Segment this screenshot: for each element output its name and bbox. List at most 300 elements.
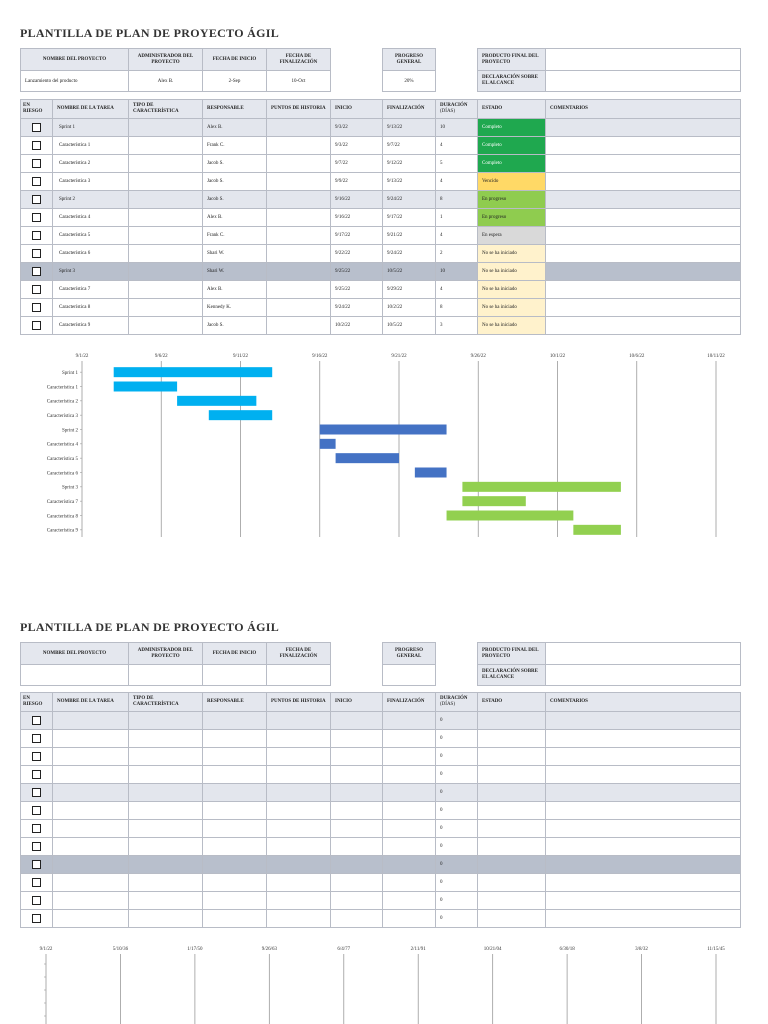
owner-cell[interactable] (203, 820, 267, 838)
owner-cell[interactable]: Frank C. (203, 227, 267, 245)
x-tick-label: 9/21/22 (391, 354, 407, 359)
end-cell[interactable]: 9/7/22 (383, 137, 436, 155)
end-cell[interactable] (383, 730, 436, 748)
owner-cell[interactable]: Alex B. (203, 281, 267, 299)
story-points-cell[interactable] (267, 910, 331, 928)
x-tick-label: 10/1/22 (549, 354, 566, 359)
at-risk-checkbox[interactable] (32, 159, 41, 168)
story-points-cell[interactable] (267, 155, 331, 173)
owner-cell[interactable] (203, 712, 267, 730)
start-cell[interactable]: 10/2/22 (331, 317, 383, 335)
scope-value-empty[interactable] (546, 665, 741, 686)
at-risk-checkbox[interactable] (32, 770, 41, 779)
project-name-value[interactable]: Lanzamiento del producto (21, 71, 129, 92)
at-risk-checkbox-cell (21, 766, 53, 784)
table-row (21, 766, 741, 784)
feature-type-cell[interactable] (129, 712, 203, 730)
task-name-cell[interactable]: Sprint 1 (53, 119, 129, 137)
owner-cell[interactable] (203, 730, 267, 748)
task-name-cell[interactable]: Característica 6 (53, 245, 129, 263)
duration-unit: (DÍAS) (440, 702, 455, 707)
at-risk-checkbox[interactable] (32, 914, 41, 923)
end-cell[interactable] (383, 838, 436, 856)
comments-cell[interactable] (546, 730, 741, 748)
status-cell[interactable] (478, 748, 546, 766)
at-risk-checkbox[interactable] (32, 231, 41, 240)
story-points-cell[interactable] (267, 748, 331, 766)
task-name-cell[interactable] (53, 820, 129, 838)
status-cell[interactable] (478, 766, 546, 784)
gantt-bar (573, 525, 621, 535)
progress-value[interactable]: 20% (383, 71, 436, 92)
scope-value[interactable] (546, 71, 741, 92)
end-cell[interactable] (383, 910, 436, 928)
start-date-value[interactable]: 2-Sep (203, 71, 267, 92)
gantt-bar (114, 367, 273, 377)
feature-type-cell[interactable] (129, 119, 203, 137)
y-tick-label: Característica 9 (46, 528, 78, 534)
comments-cell[interactable] (546, 892, 741, 910)
task-name-cell[interactable]: Característica 4 (53, 209, 129, 227)
task-name-cell[interactable] (53, 874, 129, 892)
end-cell[interactable] (383, 856, 436, 874)
y-tick-label: Característica 5 (46, 456, 78, 462)
story-points-cell[interactable] (267, 730, 331, 748)
status-cell[interactable] (478, 838, 546, 856)
at-risk-checkbox[interactable] (32, 788, 41, 797)
end-cell[interactable]: 9/21/22 (383, 227, 436, 245)
story-points-cell[interactable] (267, 191, 331, 209)
feature-type-cell[interactable] (129, 209, 203, 227)
end-cell[interactable] (383, 874, 436, 892)
feature-type-cell[interactable] (129, 730, 203, 748)
start-cell[interactable]: 9/3/22 (331, 119, 383, 137)
start-cell[interactable]: 9/16/22 (331, 191, 383, 209)
status-cell[interactable]: No se ha iniciado (478, 299, 546, 317)
comments-cell[interactable] (546, 910, 741, 928)
y-tick-label: Característica 1 (46, 385, 78, 391)
start-cell[interactable] (331, 838, 383, 856)
admin-value[interactable]: Alex B. (129, 71, 203, 92)
start-cell[interactable] (331, 712, 383, 730)
story-points-cell[interactable] (267, 766, 331, 784)
table-row (21, 730, 741, 748)
deliverable-value[interactable] (546, 49, 741, 71)
task-name-cell[interactable]: Característica 7 (53, 281, 129, 299)
comments-cell[interactable] (546, 748, 741, 766)
y-tick-label: Característica 7 (46, 499, 78, 505)
end-cell[interactable] (383, 784, 436, 802)
task-name-cell[interactable]: Característica 9 (53, 317, 129, 335)
status-cell[interactable] (478, 910, 546, 928)
end-cell[interactable]: 9/29/22 (383, 281, 436, 299)
owner-cell[interactable] (203, 748, 267, 766)
at-risk-checkbox[interactable] (32, 734, 41, 743)
at-risk-checkbox-cell (21, 209, 53, 227)
task-name-cell[interactable] (53, 910, 129, 928)
duration-cell: 4 (436, 137, 478, 155)
task-name-cell[interactable] (53, 856, 129, 874)
start-cell[interactable]: 9/7/22 (331, 155, 383, 173)
table-row (21, 838, 741, 856)
story-points-cell[interactable] (267, 137, 331, 155)
at-risk-checkbox[interactable] (32, 303, 41, 312)
start-cell[interactable]: 9/3/22 (331, 137, 383, 155)
end-cell[interactable]: 9/12/22 (383, 155, 436, 173)
story-points-cell[interactable] (267, 784, 331, 802)
status-cell[interactable] (478, 730, 546, 748)
at-risk-checkbox-cell (21, 838, 53, 856)
gantt-bar (447, 511, 574, 521)
at-risk-checkbox-cell (21, 730, 53, 748)
end-cell[interactable]: 9/17/22 (383, 209, 436, 227)
story-points-cell[interactable] (267, 227, 331, 245)
at-risk-checkbox[interactable] (32, 842, 41, 851)
deliverable-value-empty[interactable] (546, 643, 741, 665)
at-risk-checkbox[interactable] (32, 878, 41, 887)
status-cell[interactable] (478, 856, 546, 874)
page-title: PLANTILLA DE PLAN DE PROYECTO ÁGIL (20, 26, 280, 40)
x-tick-label: 9/6/22 (154, 354, 168, 359)
owner-cell[interactable]: Kennedy K. (203, 299, 267, 317)
start-cell[interactable] (331, 802, 383, 820)
x-tick-label: 10/11/22 (707, 354, 725, 359)
feature-type-cell[interactable] (129, 137, 203, 155)
table-row (21, 856, 741, 874)
at-risk-checkbox[interactable] (32, 123, 41, 132)
comments-cell[interactable] (546, 281, 741, 299)
at-risk-checkbox[interactable] (32, 177, 41, 186)
end-date-value-empty[interactable] (267, 665, 331, 686)
owner-cell[interactable]: Jacob S. (203, 173, 267, 191)
y-tick-label: Característica 8 (46, 514, 78, 520)
start-cell[interactable]: 9/22/22 (331, 245, 383, 263)
comments-cell[interactable] (546, 784, 741, 802)
story-points-cell[interactable] (267, 263, 331, 281)
comments-cell[interactable] (546, 712, 741, 730)
owner-cell[interactable] (203, 892, 267, 910)
status-cell[interactable]: Completo (478, 155, 546, 173)
x-tick-label: 9/1/22 (39, 947, 53, 952)
owner-cell[interactable]: Alex B. (203, 209, 267, 227)
table-row (21, 802, 741, 820)
feature-type-cell[interactable] (129, 299, 203, 317)
owner-cell[interactable] (203, 856, 267, 874)
duration-label: DURACIÓN (440, 696, 468, 701)
feature-type-cell[interactable] (129, 281, 203, 299)
story-points-cell[interactable] (267, 892, 331, 910)
feature-type-cell[interactable] (129, 802, 203, 820)
owner-cell[interactable] (203, 838, 267, 856)
start-cell[interactable] (331, 856, 383, 874)
y-tick-label: Característica 6 (46, 471, 78, 477)
duration-cell: 0 (436, 766, 478, 784)
x-tick-label: 5/10/36 (112, 947, 129, 952)
status-cell[interactable]: En espera (478, 227, 546, 245)
project-name-value-empty[interactable] (21, 665, 129, 686)
table-row (21, 712, 741, 730)
status-cell[interactable]: Completo (478, 119, 546, 137)
feature-type-cell[interactable] (129, 784, 203, 802)
comments-cell[interactable] (546, 209, 741, 227)
duration-cell: 4 (436, 281, 478, 299)
duration-header (436, 693, 478, 712)
gantt-bar (462, 496, 525, 506)
task-name-cell[interactable]: Característica 2 (53, 155, 129, 173)
feature-type-cell[interactable] (129, 910, 203, 928)
status-cell[interactable] (478, 784, 546, 802)
owner-cell[interactable] (203, 802, 267, 820)
feature-type-cell[interactable] (129, 191, 203, 209)
status-cell[interactable] (478, 892, 546, 910)
start-header: INICIO (331, 100, 383, 119)
status-cell[interactable] (478, 802, 546, 820)
table-row (21, 892, 741, 910)
story-points-cell[interactable] (267, 856, 331, 874)
end-cell[interactable]: 9/24/22 (383, 245, 436, 263)
x-tick-label: 3/8/32 (635, 947, 648, 952)
start-date-value-empty[interactable] (203, 665, 267, 686)
at-risk-checkbox[interactable] (32, 321, 41, 330)
feature-type-cell[interactable] (129, 173, 203, 191)
start-cell[interactable] (331, 766, 383, 784)
owner-cell[interactable] (203, 766, 267, 784)
status-cell[interactable] (478, 874, 546, 892)
start-date-header: FECHA DE INICIO (203, 643, 267, 665)
end-cell[interactable] (383, 820, 436, 838)
table-row (21, 263, 741, 281)
comments-cell[interactable] (546, 263, 741, 281)
end-cell[interactable] (383, 748, 436, 766)
progress-value-empty[interactable] (383, 665, 436, 686)
start-cell[interactable] (331, 874, 383, 892)
end-cell[interactable]: 10/5/22 (383, 317, 436, 335)
end-cell[interactable]: 10/5/22 (383, 263, 436, 281)
start-cell[interactable]: 9/24/22 (331, 299, 383, 317)
comments-cell[interactable] (546, 155, 741, 173)
task-name-cell[interactable] (53, 730, 129, 748)
story-points-cell[interactable] (267, 820, 331, 838)
x-tick-label: 6/4/77 (337, 947, 351, 952)
comments-cell[interactable] (546, 820, 741, 838)
comments-cell[interactable] (546, 299, 741, 317)
feature-type-cell[interactable] (129, 317, 203, 335)
table-row (21, 317, 741, 335)
comments-cell[interactable] (546, 245, 741, 263)
gantt-bar (177, 396, 256, 406)
story-points-cell[interactable] (267, 173, 331, 191)
comments-cell[interactable] (546, 766, 741, 784)
deliverable-header: PRODUCTO FINAL DEL PROYECTO (478, 643, 546, 665)
admin-header: ADMINISTRADOR DEL PROYECTO (129, 49, 203, 71)
start-cell[interactable]: 9/16/22 (331, 209, 383, 227)
at-risk-checkbox-cell (21, 281, 53, 299)
at-risk-checkbox-cell (21, 137, 53, 155)
story-points-cell[interactable] (267, 209, 331, 227)
duration-cell: 0 (436, 856, 478, 874)
admin-header: ADMINISTRADOR DEL PROYECTO (129, 643, 203, 665)
start-cell[interactable]: 9/25/22 (331, 281, 383, 299)
start-cell[interactable] (331, 748, 383, 766)
status-cell[interactable]: No se ha iniciado (478, 245, 546, 263)
at-risk-checkbox-cell (21, 119, 53, 137)
x-tick-label: 9/26/22 (470, 354, 486, 359)
start-cell[interactable] (331, 892, 383, 910)
story-points-cell[interactable] (267, 317, 331, 335)
task-name-cell[interactable] (53, 766, 129, 784)
feature-type-cell[interactable] (129, 892, 203, 910)
end-cell[interactable] (383, 766, 436, 784)
start-cell[interactable]: 9/17/22 (331, 227, 383, 245)
table-row (21, 820, 741, 838)
progress-header: PROGRESO GENERAL (383, 643, 436, 665)
table-row (21, 784, 741, 802)
task-name-cell[interactable] (53, 892, 129, 910)
owner-cell[interactable] (203, 910, 267, 928)
task-name-cell[interactable]: Sprint 2 (53, 191, 129, 209)
status-cell[interactable] (478, 712, 546, 730)
status-cell[interactable]: No se ha iniciado (478, 317, 546, 335)
end-cell[interactable]: 10/2/22 (383, 299, 436, 317)
task-name-cell[interactable]: Sprint 3 (53, 263, 129, 281)
owner-cell[interactable]: Jacob S. (203, 155, 267, 173)
status-cell[interactable]: En progreso (478, 191, 546, 209)
comments-cell[interactable] (546, 227, 741, 245)
feature-type-cell[interactable] (129, 245, 203, 263)
comments-cell[interactable] (546, 802, 741, 820)
task-name-cell[interactable] (53, 802, 129, 820)
story-points-cell[interactable] (267, 874, 331, 892)
owner-cell[interactable]: Jacob S. (203, 317, 267, 335)
duration-label: DURACIÓN (440, 103, 468, 108)
story-points-cell[interactable] (267, 802, 331, 820)
at-risk-checkbox[interactable] (32, 267, 41, 276)
gantt-chart-empty (20, 940, 745, 1024)
comments-cell[interactable] (546, 856, 741, 874)
duration-cell: 10 (436, 263, 478, 281)
story-points-cell[interactable] (267, 299, 331, 317)
task-name-cell[interactable]: Característica 5 (53, 227, 129, 245)
task-table-empty (20, 692, 741, 928)
x-tick-label: 1/17/50 (187, 947, 203, 952)
duration-cell: 0 (436, 874, 478, 892)
task-name-cell[interactable]: Característica 8 (53, 299, 129, 317)
task-name-cell[interactable]: Característica 3 (53, 173, 129, 191)
story-points-cell[interactable] (267, 245, 331, 263)
owner-cell[interactable]: Jacob S. (203, 191, 267, 209)
at-risk-checkbox[interactable] (32, 249, 41, 258)
at-risk-checkbox[interactable] (32, 195, 41, 204)
at-risk-checkbox[interactable] (32, 716, 41, 725)
status-cell[interactable]: No se ha iniciado (478, 263, 546, 281)
task-name-cell[interactable] (53, 712, 129, 730)
feature-type-cell[interactable] (129, 766, 203, 784)
story-points-cell[interactable] (267, 838, 331, 856)
end-cell[interactable] (383, 712, 436, 730)
at-risk-checkbox[interactable] (32, 285, 41, 294)
task-name-cell[interactable] (53, 784, 129, 802)
comments-cell[interactable] (546, 317, 741, 335)
status-cell[interactable]: Vencido (478, 173, 546, 191)
at-risk-checkbox[interactable] (32, 752, 41, 761)
comments-cell[interactable] (546, 874, 741, 892)
feature-type-cell[interactable] (129, 155, 203, 173)
start-cell[interactable]: 9/25/22 (331, 263, 383, 281)
at-risk-checkbox[interactable] (32, 824, 41, 833)
task-name-cell[interactable] (53, 838, 129, 856)
status-cell[interactable]: En progreso (478, 209, 546, 227)
start-cell[interactable] (331, 910, 383, 928)
start-cell[interactable]: 9/9/22 (331, 173, 383, 191)
start-cell[interactable] (331, 730, 383, 748)
comments-cell[interactable] (546, 838, 741, 856)
task-name-cell[interactable] (53, 748, 129, 766)
at-risk-checkbox[interactable] (32, 860, 41, 869)
owner-cell[interactable]: Frank C. (203, 137, 267, 155)
feature-type-cell[interactable] (129, 856, 203, 874)
gantt-bar (320, 425, 447, 435)
story-points-cell[interactable] (267, 712, 331, 730)
owner-cell[interactable]: Shari W. (203, 245, 267, 263)
at-risk-checkbox[interactable] (32, 896, 41, 905)
owner-cell[interactable]: Shari W. (203, 263, 267, 281)
feature-type-cell[interactable] (129, 820, 203, 838)
feature-type-cell[interactable] (129, 874, 203, 892)
end-cell[interactable]: 9/24/22 (383, 191, 436, 209)
comments-cell[interactable] (546, 137, 741, 155)
at-risk-checkbox-cell (21, 820, 53, 838)
end-date-value[interactable]: 10-Oct (267, 71, 331, 92)
status-cell[interactable] (478, 820, 546, 838)
feature-type-cell[interactable] (129, 838, 203, 856)
duration-header (436, 100, 478, 119)
risk-header: EN RIESGO (21, 693, 53, 712)
admin-value-empty[interactable] (129, 665, 203, 686)
comments-cell[interactable] (546, 191, 741, 209)
feature-type-cell[interactable] (129, 748, 203, 766)
at-risk-checkbox-cell (21, 856, 53, 874)
end-cell[interactable]: 9/13/22 (383, 119, 436, 137)
owner-cell[interactable]: Alex B. (203, 119, 267, 137)
feature-type-cell[interactable] (129, 227, 203, 245)
at-risk-checkbox[interactable] (32, 141, 41, 150)
task-name-cell[interactable]: Característica 1 (53, 137, 129, 155)
at-risk-checkbox[interactable] (32, 213, 41, 222)
start-cell[interactable] (331, 784, 383, 802)
story-points-cell[interactable] (267, 119, 331, 137)
x-tick-label: 9/26/63 (261, 947, 277, 952)
story-points-cell[interactable] (267, 281, 331, 299)
start-cell[interactable] (331, 820, 383, 838)
owner-cell[interactable] (203, 874, 267, 892)
end-cell[interactable] (383, 802, 436, 820)
end-cell[interactable]: 9/13/22 (383, 173, 436, 191)
feature-type-header: TIPO DE CARACTERÍSTICA (129, 100, 203, 119)
table-row (21, 227, 741, 245)
feature-type-cell[interactable] (129, 263, 203, 281)
status-cell[interactable]: No se ha iniciado (478, 281, 546, 299)
at-risk-checkbox-cell (21, 155, 53, 173)
status-cell[interactable]: Completo (478, 137, 546, 155)
comments-cell[interactable] (546, 173, 741, 191)
duration-cell: 0 (436, 892, 478, 910)
end-cell[interactable] (383, 892, 436, 910)
owner-cell[interactable] (203, 784, 267, 802)
comments-cell[interactable] (546, 119, 741, 137)
status-header: ESTADO (478, 100, 546, 119)
deliverable-header: PRODUCTO FINAL DEL PROYECTO (478, 49, 546, 71)
at-risk-checkbox[interactable] (32, 806, 41, 815)
